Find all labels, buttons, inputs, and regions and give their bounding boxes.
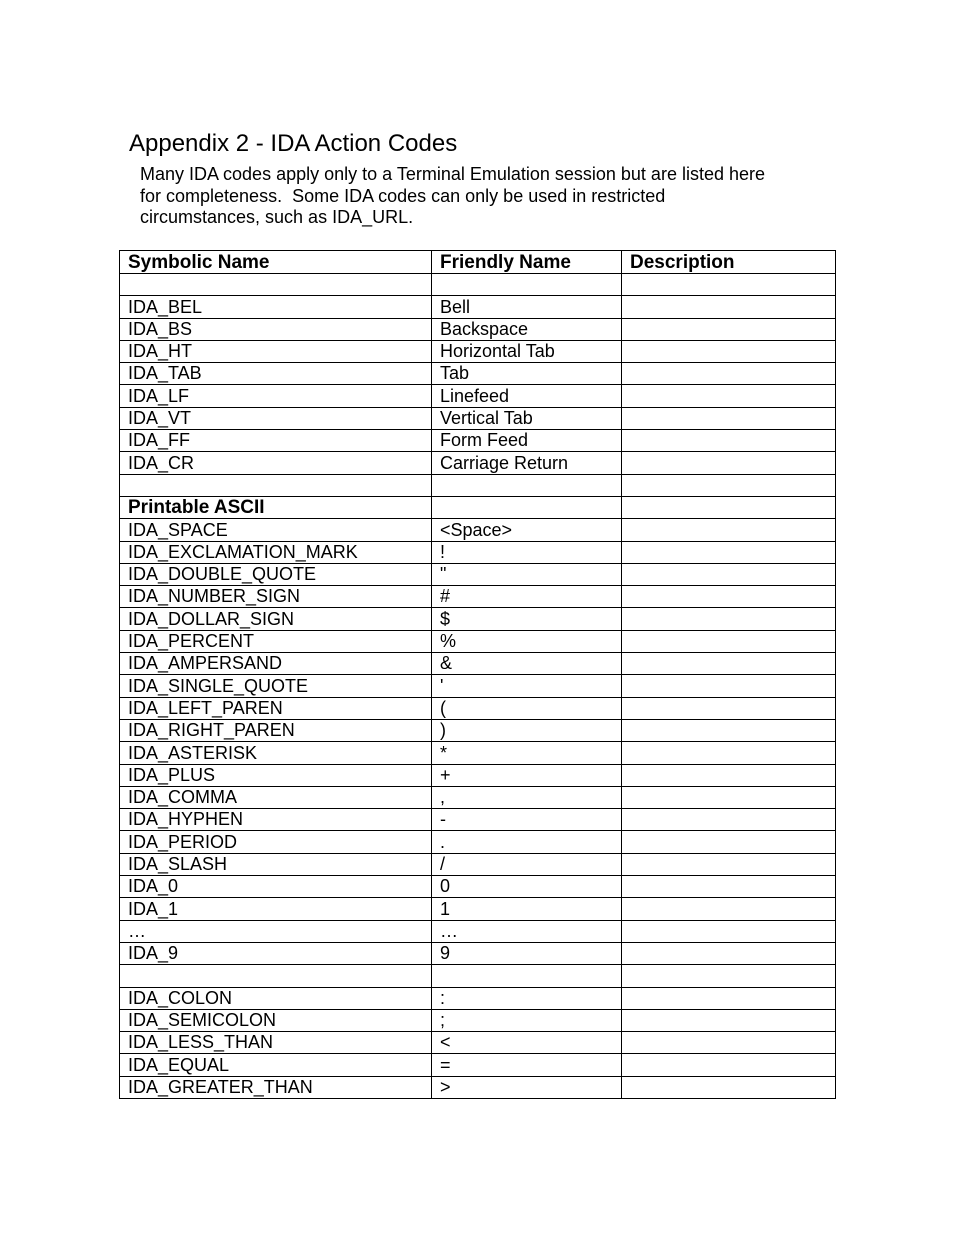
table-row <box>120 653 836 675</box>
description-cell <box>622 1009 836 1031</box>
intro-line: circumstances, such as IDA_URL. <box>140 207 414 227</box>
friendly-name-cell <box>432 965 622 987</box>
description-cell <box>622 519 836 541</box>
symbolic-name-cell: IDA_TAB <box>120 363 432 385</box>
symbolic-name-cell: IDA_PLUS <box>120 764 432 786</box>
table-row <box>120 430 836 452</box>
friendly-name-cell: Bell <box>432 296 622 318</box>
page-title: Appendix 2 - IDA Action Codes <box>129 130 458 157</box>
description-cell <box>622 876 836 898</box>
friendly-name-cell: ! <box>432 541 622 563</box>
friendly-name-cell: ; <box>432 1009 622 1031</box>
description-cell <box>622 1076 836 1098</box>
friendly-name-cell: $ <box>432 608 622 630</box>
friendly-name-cell: 0 <box>432 876 622 898</box>
table-row <box>120 385 836 407</box>
symbolic-name-cell: IDA_EQUAL <box>120 1054 432 1076</box>
table-row <box>120 340 836 362</box>
symbolic-name-cell: IDA_SINGLE_QUOTE <box>120 675 432 697</box>
intro-paragraph <box>140 164 820 229</box>
friendly-name-cell: , <box>432 786 622 808</box>
description-cell <box>622 363 836 385</box>
table-row <box>120 452 836 474</box>
description-cell <box>622 920 836 942</box>
table-row <box>120 742 836 764</box>
description-cell <box>622 1054 836 1076</box>
symbolic-name-cell: IDA_LESS_THAN <box>120 1032 432 1054</box>
symbolic-name-cell: IDA_SPACE <box>120 519 432 541</box>
friendly-name-cell: . <box>432 831 622 853</box>
description-cell <box>622 385 836 407</box>
table-body <box>120 274 836 1099</box>
symbolic-name-cell: IDA_COMMA <box>120 786 432 808</box>
symbolic-name-cell: IDA_1 <box>120 898 432 920</box>
table-row <box>120 1009 836 1031</box>
friendly-name-cell: ) <box>432 719 622 741</box>
symbolic-name-cell <box>120 274 432 296</box>
table-row <box>120 519 836 541</box>
description-cell <box>622 965 836 987</box>
description-cell <box>622 296 836 318</box>
symbolic-name-cell: IDA_BEL <box>120 296 432 318</box>
table-row <box>120 831 836 853</box>
symbolic-name-cell: IDA_0 <box>120 876 432 898</box>
description-cell <box>622 563 836 585</box>
table-row <box>120 1076 836 1098</box>
symbolic-name-cell: IDA_ASTERISK <box>120 742 432 764</box>
symbolic-name-cell: IDA_VT <box>120 407 432 429</box>
description-cell <box>622 318 836 340</box>
friendly-name-cell: & <box>432 653 622 675</box>
description-cell <box>622 541 836 563</box>
table-row <box>120 541 836 563</box>
friendly-name-cell: 1 <box>432 898 622 920</box>
table-row <box>120 697 836 719</box>
description-cell <box>622 764 836 786</box>
description-cell <box>622 675 836 697</box>
description-cell <box>622 407 836 429</box>
description-cell <box>622 809 836 831</box>
blank-row <box>120 274 836 296</box>
table-row <box>120 630 836 652</box>
table-row <box>120 563 836 585</box>
symbolic-name-cell: IDA_EXCLAMATION_MARK <box>120 541 432 563</box>
description-cell <box>622 496 836 518</box>
symbolic-name-cell: IDA_GREATER_THAN <box>120 1076 432 1098</box>
table-row <box>120 407 836 429</box>
symbolic-name-cell: IDA_PERIOD <box>120 831 432 853</box>
table-row <box>120 318 836 340</box>
table-row <box>120 675 836 697</box>
symbolic-name-cell: IDA_BS <box>120 318 432 340</box>
table-row <box>120 1032 836 1054</box>
friendly-name-cell <box>432 474 622 496</box>
table-row <box>120 586 836 608</box>
table-row <box>120 786 836 808</box>
description-cell <box>622 653 836 675</box>
symbolic-name-cell: IDA_PERCENT <box>120 630 432 652</box>
friendly-name-cell: / <box>432 853 622 875</box>
table-row <box>120 987 836 1009</box>
symbolic-name-cell: IDA_FF <box>120 430 432 452</box>
description-cell <box>622 942 836 964</box>
friendly-name-cell: Vertical Tab <box>432 407 622 429</box>
table-row <box>120 1054 836 1076</box>
table-row <box>120 719 836 741</box>
friendly-name-cell: + <box>432 764 622 786</box>
symbolic-name-cell: IDA_SEMICOLON <box>120 1009 432 1031</box>
symbolic-name-cell: IDA_RIGHT_PAREN <box>120 719 432 741</box>
description-cell <box>622 987 836 1009</box>
section-title: Printable ASCII <box>120 496 432 518</box>
description-cell <box>622 608 836 630</box>
description-cell <box>622 831 836 853</box>
friendly-name-cell: … <box>432 920 622 942</box>
table-header-row <box>120 251 836 274</box>
friendly-name-cell: * <box>432 742 622 764</box>
description-cell <box>622 586 836 608</box>
friendly-name-cell: Backspace <box>432 318 622 340</box>
symbolic-name-cell: IDA_AMPERSAND <box>120 653 432 675</box>
friendly-name-cell <box>432 274 622 296</box>
friendly-name-cell: - <box>432 809 622 831</box>
blank-row <box>120 965 836 987</box>
table-row <box>120 809 836 831</box>
symbolic-name-cell: IDA_SLASH <box>120 853 432 875</box>
friendly-name-cell: Tab <box>432 363 622 385</box>
friendly-name-cell: # <box>432 586 622 608</box>
symbolic-name-cell <box>120 965 432 987</box>
intro-line: for completeness. Some IDA codes can only be used in restricted <box>140 185 666 206</box>
description-cell <box>622 898 836 920</box>
table-row <box>120 942 836 964</box>
symbolic-name-cell <box>120 474 432 496</box>
friendly-name-cell: " <box>432 563 622 585</box>
friendly-name-cell: = <box>432 1054 622 1076</box>
table-row <box>120 764 836 786</box>
symbolic-name-cell: IDA_LEFT_PAREN <box>120 697 432 719</box>
description-cell <box>622 340 836 362</box>
symbolic-name-cell: IDA_COLON <box>120 987 432 1009</box>
symbolic-name-cell: IDA_HYPHEN <box>120 809 432 831</box>
friendly-name-cell: : <box>432 987 622 1009</box>
table-row <box>120 296 836 318</box>
header-description: Description <box>622 251 836 274</box>
friendly-name-cell: ' <box>432 675 622 697</box>
symbolic-name-cell: IDA_CR <box>120 452 432 474</box>
friendly-name-cell <box>432 496 622 518</box>
section-header-row <box>120 496 836 518</box>
description-cell <box>622 630 836 652</box>
symbolic-name-cell: IDA_DOUBLE_QUOTE <box>120 563 432 585</box>
symbolic-name-cell: … <box>120 920 432 942</box>
ida-codes-table <box>119 250 836 1099</box>
table-row <box>120 363 836 385</box>
blank-row <box>120 474 836 496</box>
header-symbolic-name: Symbolic Name <box>120 251 432 274</box>
table-row <box>120 898 836 920</box>
description-cell <box>622 742 836 764</box>
description-cell <box>622 274 836 296</box>
description-cell <box>622 1032 836 1054</box>
description-cell <box>622 697 836 719</box>
friendly-name-cell: <Space> <box>432 519 622 541</box>
description-cell <box>622 786 836 808</box>
symbolic-name-cell: IDA_HT <box>120 340 432 362</box>
symbolic-name-cell: IDA_DOLLAR_SIGN <box>120 608 432 630</box>
description-cell <box>622 719 836 741</box>
description-cell <box>622 430 836 452</box>
friendly-name-cell: < <box>432 1032 622 1054</box>
friendly-name-cell: > <box>432 1076 622 1098</box>
friendly-name-cell: Form Feed <box>432 430 622 452</box>
description-cell <box>622 474 836 496</box>
table-row <box>120 853 836 875</box>
table-row <box>120 608 836 630</box>
friendly-name-cell: ( <box>432 697 622 719</box>
symbolic-name-cell: IDA_NUMBER_SIGN <box>120 586 432 608</box>
friendly-name-cell: % <box>432 630 622 652</box>
symbolic-name-cell: IDA_LF <box>120 385 432 407</box>
friendly-name-cell: Horizontal Tab <box>432 340 622 362</box>
symbolic-name-cell: IDA_9 <box>120 942 432 964</box>
friendly-name-cell: 9 <box>432 942 622 964</box>
description-cell <box>622 853 836 875</box>
header-friendly-name: Friendly Name <box>432 251 622 274</box>
intro-line: Many IDA codes apply only to a Terminal Emulation session but are listed here <box>140 164 765 184</box>
friendly-name-cell: Carriage Return <box>432 452 622 474</box>
table-row <box>120 920 836 942</box>
friendly-name-cell: Linefeed <box>432 385 622 407</box>
table-row <box>120 876 836 898</box>
description-cell <box>622 452 836 474</box>
